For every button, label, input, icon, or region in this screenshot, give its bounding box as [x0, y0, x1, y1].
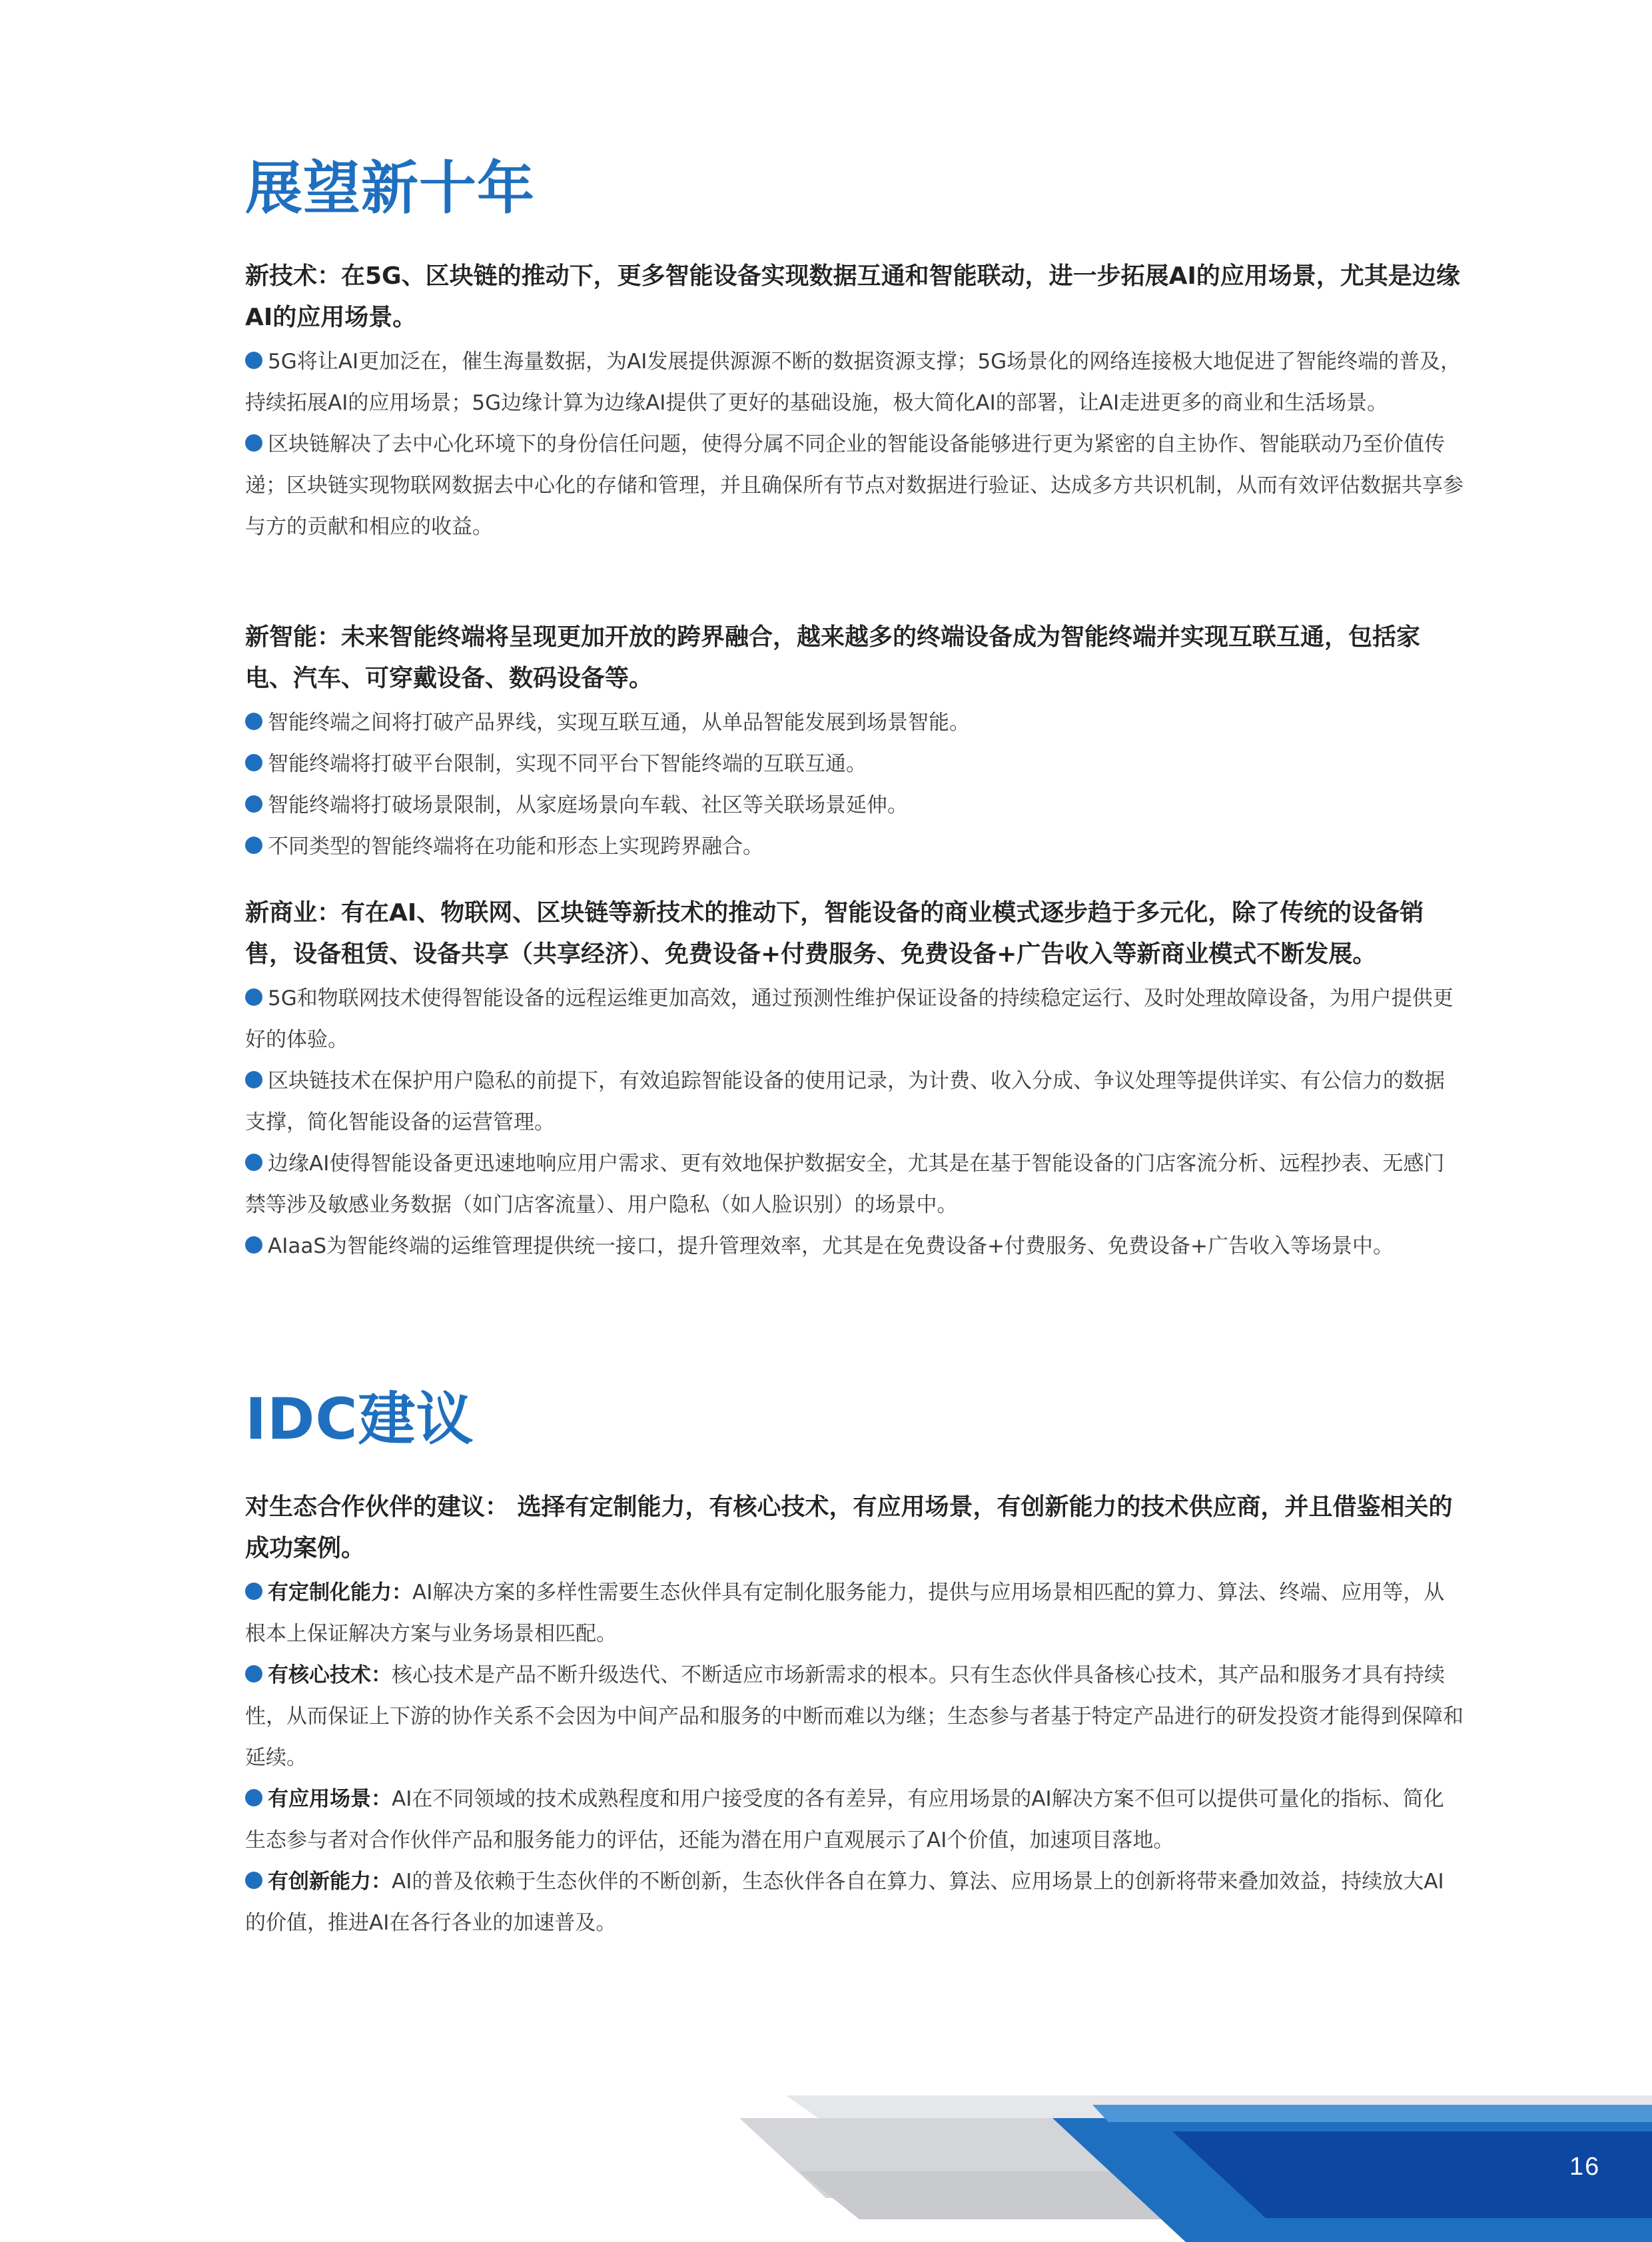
section-title-idc-advice: IDC建议 [245, 1386, 474, 1453]
bullet-dot-icon [245, 795, 262, 813]
lead-paragraph: 新商业：有在AI、物联网、区块链等新技术的推动下，智能设备的商业模式逐步趋于多元化，除了传统的设备销售，设备租赁、设备共享（共享经济）、免费设备+付费服务、免费设备+广告收入等新商业模式不断发展。 [245, 899, 1424, 968]
bullet-list [245, 978, 1464, 1267]
bullet-text: 边缘AI使得智能设备更迅速地响应用户需求、更有效地保护数据安全，尤其是在基于智能设备的门店客流分析、远程抄表、无感门禁等涉及敏感业务数据（如门店客流量）、用户隐私（如人脸识别）的场景中。 [245, 1152, 1445, 1217]
bullet-text: 5G和物联网技术使得智能设备的远程运维更加高效，通过预测性维护保证设备的持续稳定运行、及时处理故障设备，为用户提供更好的体验。 [245, 986, 1453, 1052]
list-item [245, 341, 1464, 424]
bullet-list [245, 702, 1464, 867]
bullet-label: 有创新能力： [268, 1870, 392, 1894]
bullet-dot-icon [245, 434, 262, 452]
bullet-dot-icon [245, 754, 262, 771]
list-item [245, 826, 1464, 867]
bullet-label: 有应用场景： [268, 1787, 392, 1811]
bullet-list [245, 1572, 1464, 1944]
lead-paragraph: 新技术：在5G、区块链的推动下，更多智能设备实现数据互通和智能联动，进一步拓展AI的应用场景，尤其是边缘AI的应用场景。 [245, 262, 1460, 331]
new-business-block [245, 893, 1464, 1267]
footer-light-blue-band [1092, 2105, 1652, 2122]
bullet-text: AI解决方案的多样性需要生态伙伴具有定制化服务能力，提供与应用场景相匹配的算力、算法、终端、应用等，从根本上保证解决方案与业务场景相匹配。 [245, 1581, 1445, 1646]
new-technology-block [245, 256, 1464, 548]
lead-paragraph: 新智能：未来智能终端将呈现更加开放的跨界融合，越来越多的终端设备成为智能终端并实现互联互通，包括家电、汽车、可穿戴设备、数码设备等。 [245, 623, 1421, 692]
bullet-text: 5G将让AI更加泛在，催生海量数据，为AI发展提供源源不断的数据资源支撑；5G场景化的网络连接极大地促进了智能终端的普及，持续拓展AI的应用场景；5G边缘计算为边缘AI提供了更好的基础设施，极大简化AI的部署，让AI走进更多的商业和生活场景。 [245, 350, 1461, 415]
bullet-dot-icon [245, 1071, 262, 1088]
list-item [245, 424, 1464, 548]
lead-paragraph: 对生态合作伙伴的建议： 选择有定制能力，有核心技术，有应用场景，有创新能力的技术供应商，并且借鉴相关的成功案例。 [245, 1493, 1453, 1562]
bullet-list [245, 341, 1464, 548]
list-item [245, 702, 1464, 743]
bullet-text: AIaaS为智能终端的运维管理提供统一接口，提升管理效率，尤其是在免费设备+付费服务、免费设备+广告收入等场景中。 [268, 1234, 1394, 1258]
bullet-text: 智能终端将打破场景限制，从家庭场景向车载、社区等关联场景延伸。 [268, 793, 908, 817]
bullet-text: 区块链解决了去中心化环境下的身份信任问题，使得分属不同企业的智能设备能够进行更为紧密的自主协作、智能联动乃至价值传递；区块链实现物联网数据去中心化的存储和管理，并且确保所有节点对数据进行验证、达成多方共识机制，从而有效评估数据共享参与方的贡献和相应的收益。 [245, 432, 1463, 539]
bullet-text: 不同类型的智能终端将在功能和形态上实现跨界融合。 [268, 835, 763, 859]
section-title-outlook: 展望新十年 [245, 155, 535, 222]
bullet-text: AI在不同领域的技术成熟程度和用户接受度的各有差异，有应用场景的AI解决方案不但可以提供可量化的指标、简化生态参与者对合作伙伴产品和服务能力的评估，还能为潜在用户直观展示了AI个价值，加速项目落地。 [245, 1787, 1444, 1852]
bullet-dot-icon [245, 1872, 262, 1889]
list-item [245, 1060, 1464, 1143]
list-item [245, 1655, 1464, 1778]
list-item [245, 1778, 1464, 1861]
list-item [245, 1572, 1464, 1655]
list-item [245, 785, 1464, 826]
bullet-dot-icon [245, 837, 262, 854]
bullet-text: 智能终端将打破平台限制，实现不同平台下智能终端的互联互通。 [268, 752, 867, 776]
bullet-dot-icon [245, 1154, 262, 1171]
bullet-dot-icon [245, 1236, 262, 1254]
bullet-dot-icon [245, 713, 262, 730]
bullet-label: 有定制化能力： [268, 1581, 412, 1605]
partner-advice-block [245, 1487, 1464, 1944]
bullet-text: 区块链技术在保护用户隐私的前提下，有效追踪智能设备的使用记录，为计费、收入分成、争议处理等提供详实、有公信力的数据支撑，简化智能设备的运营管理。 [245, 1069, 1445, 1134]
bullet-text: 核心技术是产品不断升级迭代、不断适应市场新需求的根本。只有生态伙伴具备核心技术，其产品和服务才具有持续性，从而保证上下游的协作关系不会因为中间产品和服务的中断而难以为继；生态参与者基于特定产品进行的研发投资才能得到保障和延续。 [245, 1663, 1463, 1770]
new-intelligence-block [245, 617, 1464, 867]
list-item [245, 743, 1464, 785]
bullet-text: AI的普及依赖于生态伙伴的不断创新，生态伙伴各自在算力、算法、应用场景上的创新将带来叠加效益，持续放大AI的价值，推进AI在各行各业的加速普及。 [245, 1870, 1444, 1935]
bullet-dot-icon [245, 1665, 262, 1682]
page-number: 16 [1569, 2153, 1601, 2181]
list-item [245, 1861, 1464, 1944]
footer-decoration [0, 2065, 1652, 2242]
bullet-dot-icon [245, 1789, 262, 1806]
list-item [245, 1143, 1464, 1226]
bullet-text: 智能终端之间将打破产品界线，实现互联互通，从单品智能发展到场景智能。 [268, 711, 970, 735]
list-item [245, 1226, 1464, 1267]
bullet-dot-icon [245, 1583, 262, 1600]
bullet-dot-icon [245, 352, 262, 369]
bullet-dot-icon [245, 988, 262, 1006]
bullet-label: 有核心技术： [268, 1663, 392, 1687]
list-item [245, 978, 1464, 1060]
